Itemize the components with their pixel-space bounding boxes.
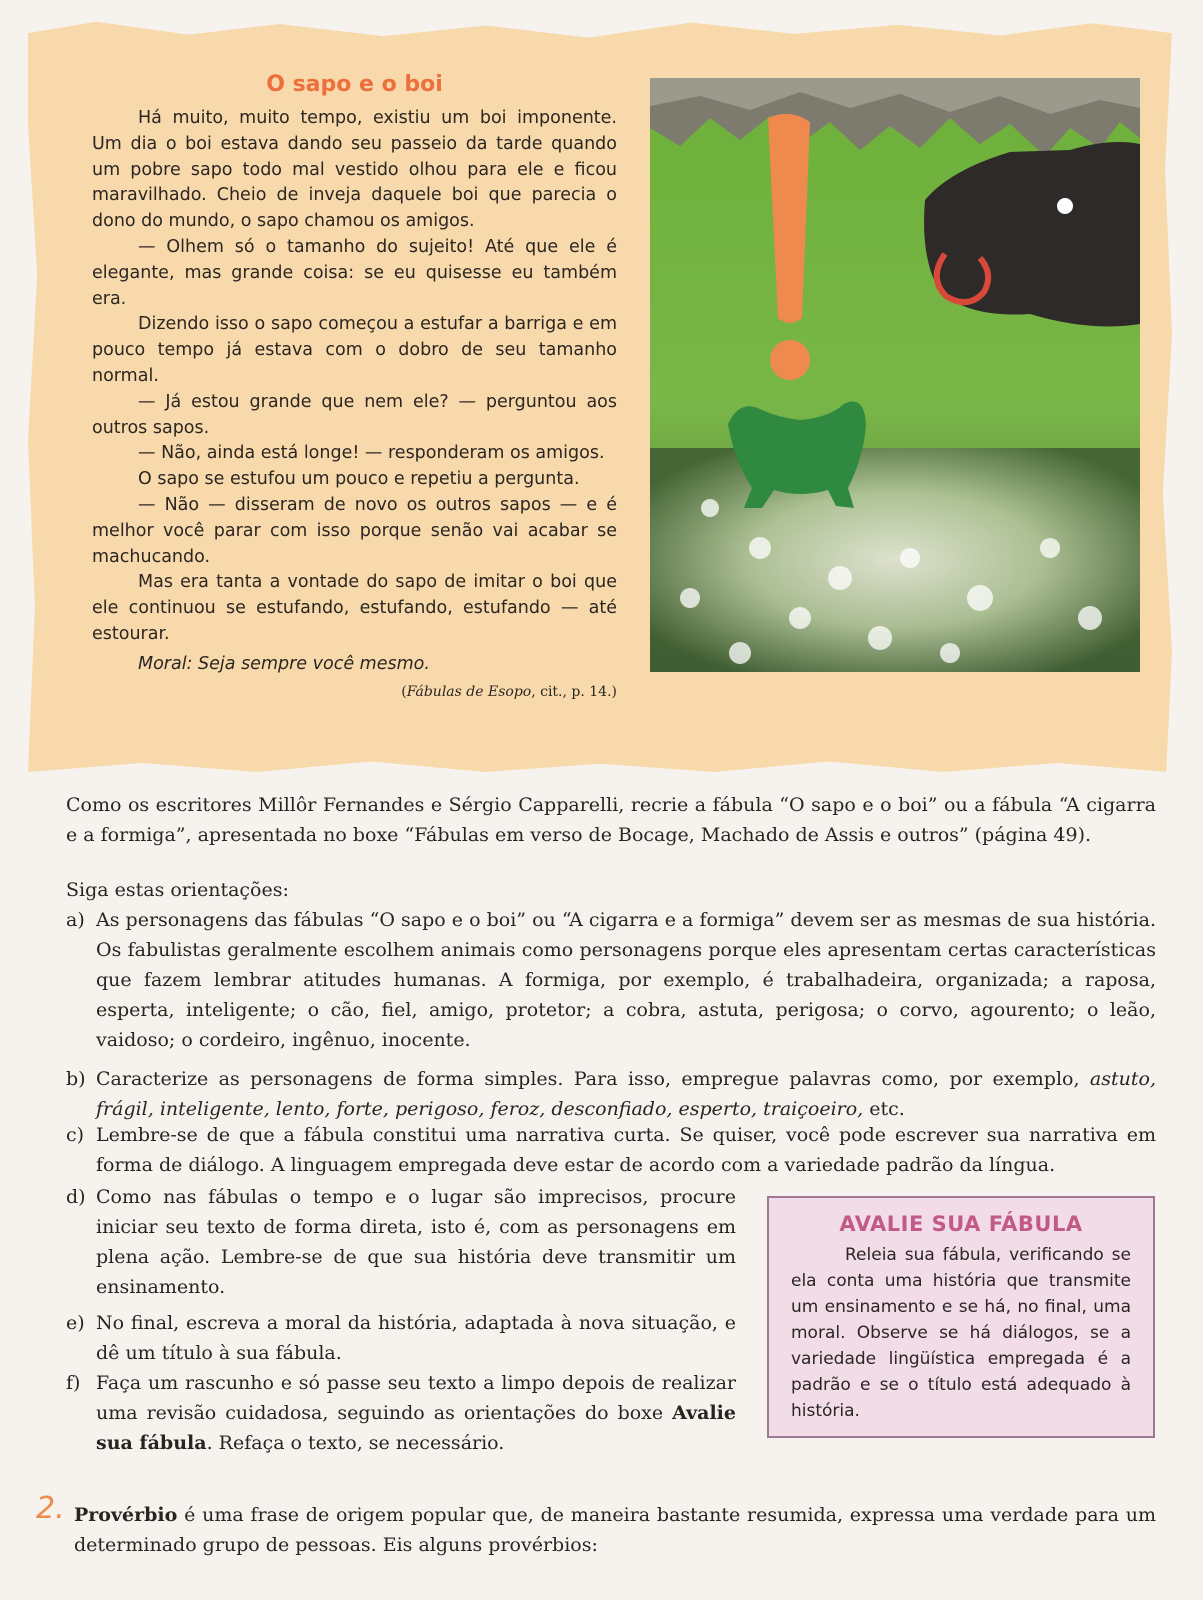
fable-citation: (Fábulas de Esopo, cit., p. 14.) xyxy=(401,683,617,700)
fable-paragraph: — Não, ainda está longe! — responderam os amigos. xyxy=(138,443,605,464)
citation-work: Fábulas de Esopo xyxy=(406,683,532,700)
fable-text xyxy=(92,70,617,705)
item-mark: f) xyxy=(66,1372,81,1394)
item-text: Caracterize as personagens de forma simples. Para isso, empregue palavras como, por exemplo, xyxy=(96,1068,1090,1090)
fable-illustration xyxy=(650,78,1140,672)
box-title: AVALIE SUA FÁBULA xyxy=(839,1212,1083,1236)
instruction-item-c xyxy=(66,1120,1156,1180)
question-term: Provérbio xyxy=(74,1504,178,1526)
fable-paragraph: — Já estou grande que nem ele? — perguntou aos outros sapos. xyxy=(92,391,617,438)
item-mark: c) xyxy=(66,1124,85,1146)
instruction-item-f: f) Faça um rascunho e só passe seu texto a limpo depois de realizar uma revisão cuidadosa, seguindo as orientações do boxe Avalie sua fábula. Refaça o texto, se necessário. xyxy=(66,1368,736,1458)
question-number: 2. xyxy=(36,1491,65,1526)
item-mark: e) xyxy=(66,1312,85,1334)
item-text: Como nas fábulas o tempo e o lugar são imprecisos, procure iniciar seu texto de forma direta, isto é, com as personagens em plena ação. Lembre-se de que sua história deve transmitir um ensinamento. xyxy=(96,1186,736,1298)
item-mark: b) xyxy=(66,1068,86,1090)
question-2 xyxy=(36,1491,1156,1560)
instructions-heading: Siga estas orientações: xyxy=(66,879,289,901)
fable-paragraph: Dizendo isso o sapo começou a estufar a barriga e em pouco tempo já estava com o dobro de seu tamanho normal. xyxy=(92,314,617,386)
fable-paragraph: — Olhem só o tamanho do sujeito! Até que ele é elegante, mas grande coisa: se eu quisesse eu também era. xyxy=(92,236,617,309)
item-bold: Avalie sua fábula xyxy=(96,1402,736,1454)
item-text: Lembre-se de que a fábula constitui uma narrativa curta. Se quiser, você pode escrever sua narrativa em forma de diálogo. A linguagem empregada deve estar de acordo com a variedade padrão da língua. xyxy=(96,1124,1156,1176)
item-mark: d) xyxy=(66,1186,86,1208)
fable-moral: Moral: Seja sempre você mesmo. xyxy=(138,653,430,674)
instruction-item-d xyxy=(66,1182,736,1302)
item-text: Faça um rascunho e só passe seu texto a limpo depois de realizar uma revisão cuidadosa, seguindo as orientações do boxe xyxy=(96,1372,736,1424)
intro-text: Como os escritores Millôr Fernandes e Sérgio Capparelli, recrie a fábula “O sapo e o boi” ou a fábula “A cigarra e a formiga”, apresentada no boxe “Fábulas em verso de Bocage, Machado de Assis e outros” (página 49). xyxy=(66,794,1156,846)
evaluate-fable-box xyxy=(767,1196,1155,1438)
fable-paragraph: O sapo se estufou um pouco e repetiu a pergunta. xyxy=(138,469,580,490)
instruction-item-e xyxy=(66,1308,736,1368)
fable-paragraph: Há muito, muito tempo, existiu um boi imponente. Um dia o boi estava dando seu passeio da tarde quando um pobre sapo todo mal vestido olhou para ele e ficou maravilhado. Cheio de inveja daquele boi que parecia o dono do mundo, o sapo chamou os amigos. xyxy=(92,108,617,232)
item-mark: a) xyxy=(66,909,85,931)
item-examples: astuto, frágil, inteligente, lento, forte, perigoso, feroz, desconfiado, esperto, traiçoeiro, xyxy=(96,1068,1156,1120)
question-text: é uma frase de origem popular que, de maneira bastante resumida, expressa uma verdade para um determinado grupo de pessoas. Eis alguns provérbios: xyxy=(74,1504,1156,1556)
fable-title: O sapo e o boi xyxy=(266,72,443,97)
item-text: No final, escreva a moral da história, adaptada à nova situação, e dê um título à sua fábula. xyxy=(96,1312,736,1364)
instruction-item-a xyxy=(66,905,1156,1055)
item-text: As personagens das fábulas “O sapo e o boi” ou “A cigarra e a formiga” devem ser as mesmas de sua história. Os fabulistas geralmente escolhem animais como personagens porque eles apresentam certas características que fazem lembrar atitudes humanas. A formiga, por exemplo, é trabalhadeira, organizada; a raposa, esperta, inteligente; o cão, fiel, amigo, protetor; a cobra, astuta, perigosa; o corvo, agourento; o leão, vaidoso; o cordeiro, ingênuo, inocente. xyxy=(96,909,1156,1051)
fable-paragraph: Mas era tanta a vontade do sapo de imitar o boi que ele continuou se estufando, estufando, estufando — até estourar. xyxy=(92,572,617,644)
fable-paragraph: — Não — disseram de novo os outros sapos — e é melhor você parar com isso porque senão vai acabar se machucando. xyxy=(92,494,617,567)
box-text: Releia sua fábula, verificando se ela conta uma história que transmite um ensinamento e se há, no final, uma moral. Observe se há diálogos, se a variedade lingüística empregada é a padrão e se o título está adequado à história. xyxy=(791,1245,1131,1421)
instruction-item-b: b) Caracterize as personagens de forma simples. Para isso, empregue palavras como, por exemplo, astuto, frágil, inteligente, lento, forte, perigoso, feroz, desconfiado, esperto, traiçoeiro, etc. xyxy=(66,1064,1156,1124)
